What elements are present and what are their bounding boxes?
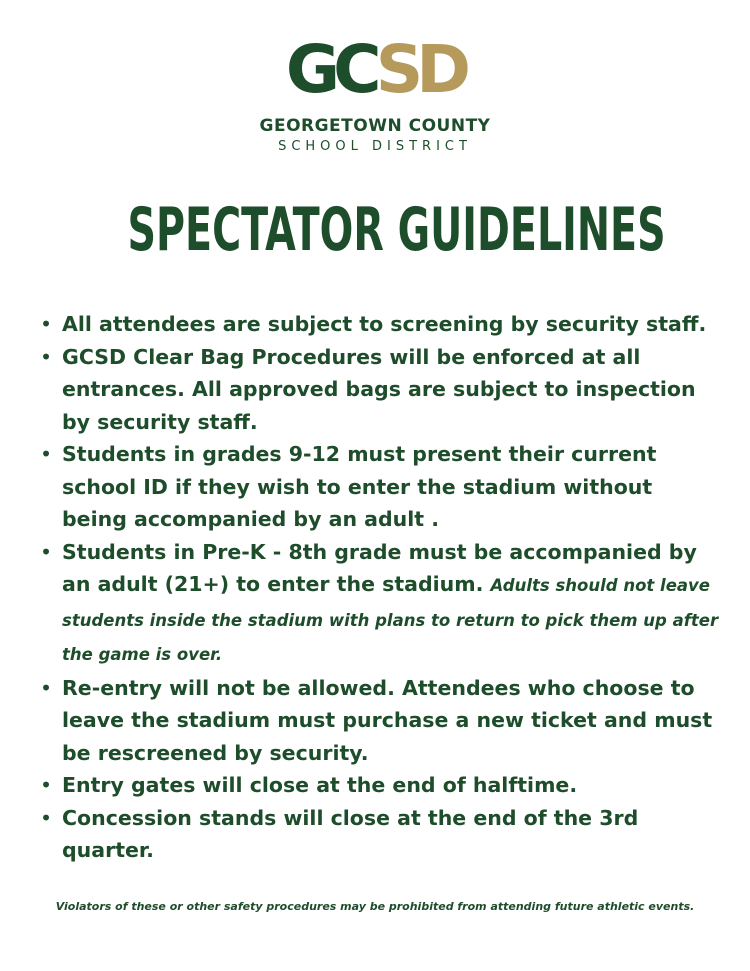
- district-logo: [0, 31, 750, 108]
- guideline-item: [62, 769, 722, 802]
- guideline-item: [62, 672, 722, 770]
- guideline-text: Entry gates will close at the end of halftime.: [62, 773, 578, 797]
- guideline-item: [62, 308, 722, 341]
- org-subtitle: SCHOOL DISTRICT: [278, 139, 472, 154]
- guideline-item: [62, 536, 722, 672]
- guideline-text: All attendees are subject to screening by security staff.: [62, 312, 707, 336]
- guideline-text: Re-entry will not be allowed. Attendees who choose to leave the stadium must purchase a new ticket and must be rescreened by security.: [62, 675, 713, 765]
- guideline-note: Adults should not leave students inside the stadium with plans to return to pick them up after the game is over.: [62, 576, 719, 664]
- org-name: GEORGETOWN COUNTY: [259, 116, 491, 136]
- guideline-text: Students in Pre-K - 8th grade must be accompanied by an adult (21+) to enter the stadium.: [62, 539, 697, 596]
- guideline-item: [62, 438, 722, 536]
- logo-mark-sd: SD: [375, 31, 465, 108]
- logo-mark-gc: GC: [285, 31, 376, 108]
- logo-mark: [285, 31, 465, 108]
- guideline-item: [62, 802, 722, 867]
- guidelines-list: [62, 308, 722, 867]
- footer-disclaimer: Violators of these or other safety procedures may be prohibited from attending future athletic events.: [55, 900, 695, 913]
- guideline-text: Students in grades 9-12 must present their current school ID if they wish to enter the stadium without being accompanied by an adult .: [62, 442, 657, 531]
- page-title: SPECTATOR GUIDELINES: [127, 195, 666, 265]
- guideline-text: GCSD Clear Bag Procedures will be enforced at all entrances. All approved bags are subject to inspection by security staff.: [62, 344, 696, 434]
- guideline-item: [62, 341, 722, 439]
- guideline-text: Concession stands will close at the end of the 3rd quarter.: [62, 805, 639, 862]
